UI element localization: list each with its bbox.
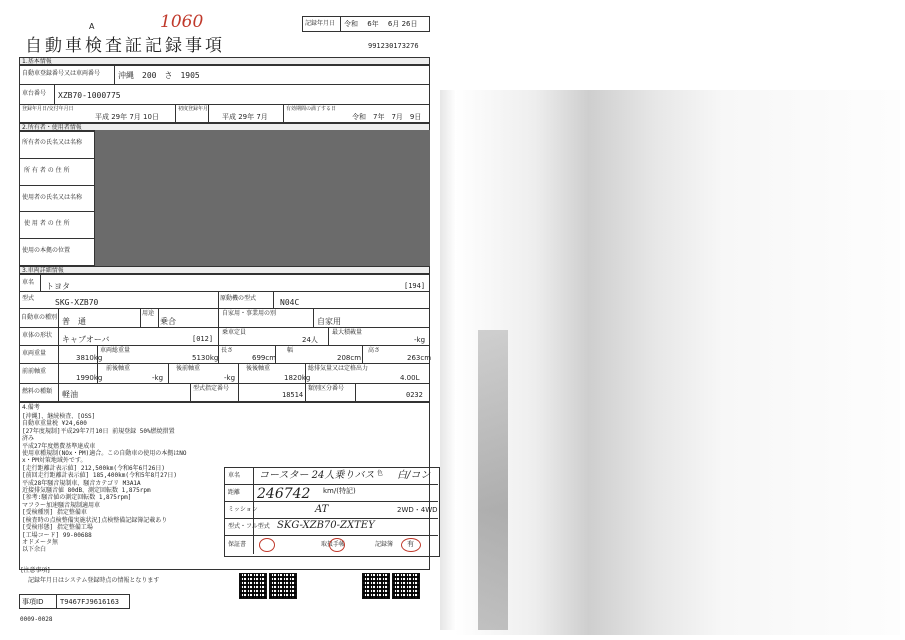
- rear-axle-value: 1820kg: [284, 374, 311, 382]
- height-value: 263cm: [407, 354, 432, 362]
- notes-line: 近接排気騒音値 80dB、測定回転数 1,875rpm: [22, 487, 151, 495]
- user-address-label: 使 用 者 の 住 所: [24, 220, 70, 227]
- front-rear-value: -kg: [152, 374, 164, 382]
- notes-line: [受検形態] 指定整備工場: [22, 524, 93, 532]
- red-circle-mark: [259, 538, 275, 552]
- notes-line: [走行距離計表示値] 212,500km(令和6年6月26日): [22, 464, 166, 472]
- engine-label: 原動機の型式: [220, 295, 257, 302]
- sticker-color-value: 白/コン: [397, 470, 431, 481]
- rear-front-label: 後前軸重: [176, 365, 201, 372]
- sticker-color-label: 色: [377, 470, 384, 477]
- height-label: 高さ: [368, 347, 381, 354]
- model-label: 型式: [22, 295, 35, 302]
- body-label: 車体の形状: [22, 332, 53, 339]
- notes-line: [工場コード] 99-00688: [22, 531, 92, 539]
- use-label: 用途: [142, 310, 155, 317]
- sticker-distance-value: 246742: [257, 486, 311, 502]
- qr-code: [392, 573, 420, 599]
- expiry-value: 令和 7年 7月 9日: [352, 113, 422, 121]
- capacity-label: 乗車定員: [222, 329, 247, 336]
- kind-value: 普 通: [62, 317, 86, 326]
- notes-list: [22, 413, 222, 554]
- notes-line: 済み: [22, 435, 35, 443]
- sticker-mission-value: AT: [315, 504, 329, 515]
- maker-label: 車名: [22, 279, 35, 286]
- dealer-sticker: [224, 467, 440, 557]
- sticker-name-label: 車名: [228, 472, 241, 479]
- page-number: 0009-0028: [20, 616, 53, 623]
- body-code: [012]: [192, 335, 214, 343]
- sticker-name-value: コースター 24人乗りバス: [259, 470, 375, 481]
- length-value: 699cm: [252, 354, 277, 362]
- engine-value: N04C: [280, 298, 300, 307]
- record-id-label: 事項ID: [22, 598, 44, 606]
- class-value: 0232: [406, 391, 423, 399]
- owner-address-label: 所 有 者 の 住 所: [24, 167, 70, 174]
- displacement-label: 総排気量又は定格出力: [308, 365, 369, 372]
- width-value: 208cm: [337, 354, 362, 362]
- notes-line: 平成28年騒音規制車、騒音カテゴリ M3A1A: [22, 479, 141, 487]
- notes-line: 以下余白: [22, 546, 47, 554]
- fuel-value: 軽油: [62, 390, 78, 399]
- first-year-value: 平成 29年 7月: [222, 113, 268, 121]
- maker-code: [194]: [404, 282, 426, 290]
- purpose-value: 自家用: [317, 317, 341, 326]
- notice-text: 記録年月日はシステム登録時点の情報となります: [28, 577, 160, 584]
- sticker-chassis-value: SKG-XZB70-ZXTEY: [277, 520, 375, 531]
- notes-line: [受検種別] 指定整備車: [22, 509, 87, 517]
- class-label: 類別区分番号: [308, 385, 345, 392]
- body-value: キャブオーバ: [62, 335, 110, 344]
- notes-section-label: 4.備考: [22, 404, 40, 411]
- record-id-value: T9467FJ9616163: [60, 598, 120, 606]
- redacted-owner-block: [95, 130, 430, 267]
- notes-line: マフラー加速騒音規制適用車: [22, 501, 101, 509]
- serial-number: 991230173276: [368, 42, 419, 50]
- length-label: 長さ: [221, 347, 234, 354]
- qr-code: [362, 573, 390, 599]
- sticker-warranty-label: 保証書: [228, 541, 247, 548]
- reg-no-value: 沖縄 200 さ 1905: [118, 71, 200, 80]
- max-load-value: -kg: [414, 336, 426, 344]
- notes-line: オドメータ無: [22, 538, 58, 546]
- type-no-label: 型式指定番号: [193, 385, 230, 392]
- sticker-record-label: 記録簿: [375, 541, 394, 548]
- owner-info-section: 2.所有者・使用者情報: [19, 123, 430, 131]
- scan-margin-noise: [455, 90, 900, 635]
- page-title: 自動車検査証記録事項: [25, 36, 225, 56]
- gross-value: 5130kg: [192, 354, 219, 362]
- sticker-manual-label: 取扱手帳: [321, 541, 346, 548]
- basic-info-section: 1.基本情報: [19, 57, 430, 65]
- record-date-box: [302, 16, 430, 32]
- front-axle-label: 前前軸重: [22, 368, 47, 375]
- notes-line: [沖縄]、継続検査、[OSS]: [22, 413, 96, 420]
- weight-label: 車両重量: [22, 350, 47, 357]
- rear-front-value: -kg: [224, 374, 236, 382]
- capacity-value: 24人: [302, 336, 318, 344]
- base-location-label: 使用の本拠の位置: [22, 247, 71, 254]
- use-value: 乗合: [160, 317, 176, 326]
- maker-value: トヨタ: [46, 282, 70, 291]
- red-circle-mark: [401, 538, 421, 552]
- vin-label: 車台番号: [22, 90, 47, 97]
- user-name-label: 使用者の氏名又は名称: [22, 194, 83, 201]
- rear-axle-label: 後後軸重: [246, 365, 271, 372]
- weight-value: 3810kg: [76, 354, 103, 362]
- record-id-box: [19, 594, 130, 609]
- sticker-distance-unit: km/(特記): [323, 487, 356, 495]
- notes-line: [検査時の点検整備実施状況]点検整備記録簿記載あり: [22, 516, 168, 524]
- notes-line: [参考:騒音値の測定回転数 1,875rpm]: [22, 494, 132, 502]
- expiry-label: 有効期間の満了する日: [286, 106, 337, 112]
- red-circle-mark: [329, 538, 345, 552]
- model-value: SKG-XZB70: [55, 298, 99, 307]
- first-reg-label: 登録年月日/交付年月日: [22, 106, 74, 112]
- corner-letter: A: [89, 22, 95, 31]
- front-rear-label: 前後軸重: [106, 365, 131, 372]
- owner-name-label: 所有者の氏名又は名称: [22, 139, 83, 146]
- front-axle-value: 1990kg: [76, 374, 103, 382]
- notes-line: x・PM対策地域外です。: [22, 457, 87, 465]
- notes-line: [前回走行距離計表示値] 185,400km(令和5年8月27日): [22, 472, 178, 480]
- notes-line: [27年度規制]平成29年7月10日 前規登録 50%燃焼措置: [22, 427, 175, 435]
- kind-label: 自動車の種別: [21, 314, 58, 321]
- sticker-mission-label: ミッション: [228, 506, 258, 513]
- record-date-label: 記録年月日: [305, 20, 336, 27]
- qr-code: [239, 573, 267, 599]
- vehicle-info-section: 3.車両詳細情報: [19, 266, 430, 274]
- vin-value: XZB70-1000775: [58, 91, 121, 100]
- record-date-value: 令和 6年 6月 26日: [344, 20, 418, 28]
- first-year-label: 初度登録年月: [178, 106, 209, 112]
- scan-dark-band: [478, 330, 508, 630]
- notes-line: 自動車重量税 ¥24,600: [22, 420, 87, 428]
- notes-line: 平成27年度燃費基準達成車: [22, 442, 96, 450]
- type-no-value: 18514: [282, 391, 304, 399]
- handwritten-number: 1060: [160, 12, 204, 32]
- sticker-distance-label: 距離: [228, 489, 241, 496]
- notice-label: [注意事項]: [21, 567, 50, 574]
- purpose-label: 自家用・事業用の別: [222, 310, 277, 317]
- qr-code: [269, 573, 297, 599]
- first-reg-value: 平成 29年 7月 10日: [95, 113, 159, 121]
- fuel-label: 燃料の種類: [22, 388, 53, 395]
- sticker-drive: 2WD・4WD: [397, 506, 438, 514]
- gross-label: 車両総重量: [100, 347, 131, 354]
- width-label: 幅: [287, 347, 294, 354]
- page-edge-shadow: [440, 90, 456, 630]
- displacement-value: 4.00L: [400, 374, 420, 382]
- sticker-record-value: 有: [407, 540, 414, 548]
- notes-line: 使用車種規制(NOx・PM)適合。この自動車の使用の本拠はNO: [22, 450, 187, 458]
- reg-no-label: 自動車登録番号又は車両番号: [22, 70, 101, 77]
- max-load-label: 最大積載量: [332, 329, 363, 336]
- sticker-chassis-label: 型式・フル型式: [228, 523, 270, 530]
